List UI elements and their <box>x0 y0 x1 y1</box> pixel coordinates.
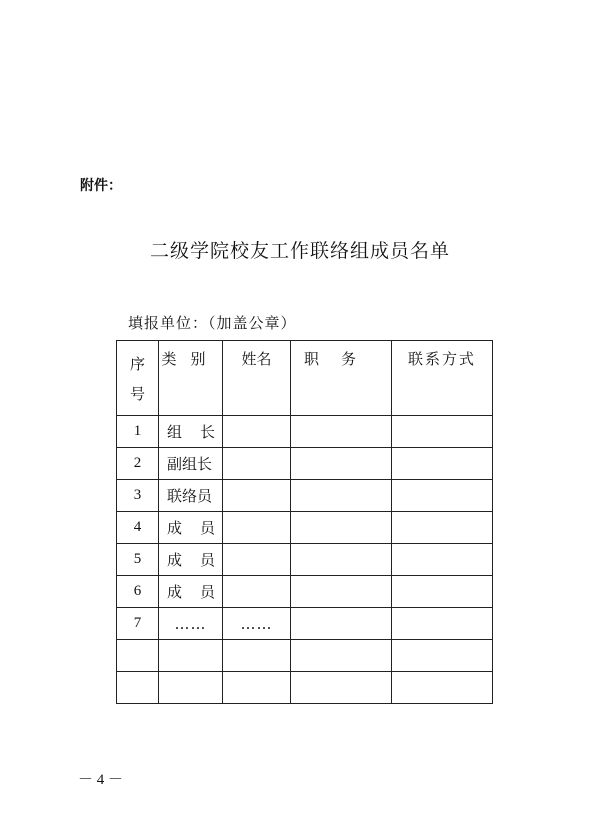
cell-seq: 5 <box>117 544 159 576</box>
cell-seq[interactable] <box>117 672 159 704</box>
cell-name[interactable]: …… <box>223 608 291 640</box>
cell-seq: 2 <box>117 448 159 480</box>
table-row <box>117 608 493 640</box>
cell-name[interactable] <box>223 640 291 672</box>
cell-position[interactable] <box>291 416 392 448</box>
header-seq-line1: 序 <box>129 355 145 373</box>
page-number: － 4 － <box>78 772 124 788</box>
cell-contact[interactable] <box>392 672 493 704</box>
cell-category: 联络员 <box>159 480 223 512</box>
cell-position[interactable] <box>291 672 392 704</box>
cell-category: 组长 <box>159 416 223 448</box>
cell-contact[interactable] <box>392 512 493 544</box>
cell-category: 成员 <box>159 512 223 544</box>
cell-name[interactable] <box>223 672 291 704</box>
cell-position[interactable] <box>291 640 392 672</box>
cell-category: 成员 <box>159 576 223 608</box>
attachment-label: 附件： <box>80 178 122 194</box>
cell-category[interactable] <box>159 672 223 704</box>
table-row <box>117 512 493 544</box>
cell-category: …… <box>159 608 223 640</box>
table-row <box>117 448 493 480</box>
header-contact: 联系方式 <box>392 341 493 416</box>
cell-contact[interactable] <box>392 576 493 608</box>
table-row <box>117 640 493 672</box>
header-seq-line2: 号 <box>129 385 145 403</box>
table-header-row <box>117 341 493 416</box>
cell-seq: 4 <box>117 512 159 544</box>
cell-contact[interactable] <box>392 544 493 576</box>
header-position: 职务 <box>291 341 392 416</box>
member-roster-table <box>116 340 493 704</box>
cell-seq: 6 <box>117 576 159 608</box>
cell-position[interactable] <box>291 576 392 608</box>
cell-contact[interactable] <box>392 416 493 448</box>
cell-position[interactable] <box>291 544 392 576</box>
fill-unit-label: 填报单位：（加盖公章） <box>128 314 297 332</box>
header-name: 姓名 <box>223 341 291 416</box>
cell-contact[interactable] <box>392 640 493 672</box>
cell-category: 副组长 <box>159 448 223 480</box>
cell-seq: 7 <box>117 608 159 640</box>
cell-name[interactable] <box>223 480 291 512</box>
cell-position[interactable] <box>291 448 392 480</box>
cell-category: 成员 <box>159 544 223 576</box>
table-row <box>117 672 493 704</box>
cell-name[interactable] <box>223 448 291 480</box>
cell-seq: 3 <box>117 480 159 512</box>
cell-category[interactable] <box>159 640 223 672</box>
table-row <box>117 416 493 448</box>
cell-position[interactable] <box>291 512 392 544</box>
cell-contact[interactable] <box>392 608 493 640</box>
cell-position[interactable] <box>291 608 392 640</box>
cell-position[interactable] <box>291 480 392 512</box>
cell-seq: 1 <box>117 416 159 448</box>
cell-seq[interactable] <box>117 640 159 672</box>
header-seq <box>117 341 159 416</box>
cell-contact[interactable] <box>392 480 493 512</box>
document-title: 二级学院校友工作联络组成员名单 <box>149 240 450 262</box>
table-row <box>117 480 493 512</box>
table-row <box>117 544 493 576</box>
cell-contact[interactable] <box>392 448 493 480</box>
table-row <box>117 576 493 608</box>
header-category: 类别 <box>159 341 223 416</box>
